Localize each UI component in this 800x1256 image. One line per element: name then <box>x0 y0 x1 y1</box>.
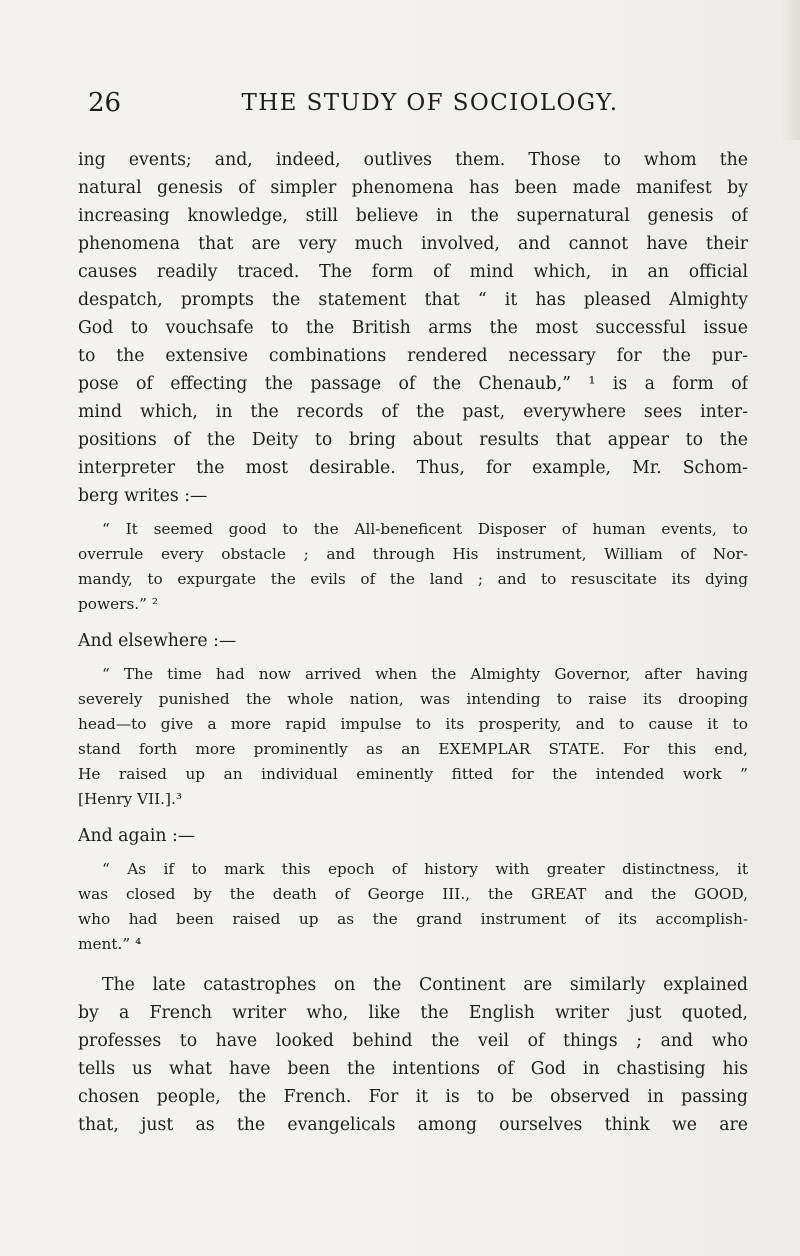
quote-line: stand forth more prominently as an EXEMPLAR STATE. For this end, <box>78 740 748 758</box>
text-line: chosen people, the French. For it is to be observed in passing <box>78 1087 748 1107</box>
quote-line: severely punished the whole nation, was intending to raise its drooping <box>78 690 748 708</box>
paragraph-intro <box>78 146 748 510</box>
spacer <box>78 812 748 822</box>
spacer <box>78 617 748 627</box>
paragraph-conclusion <box>78 971 748 1139</box>
running-head: THE STUDY OF SOCIOLOGY. <box>241 90 619 116</box>
page-header <box>60 88 740 128</box>
quote-line: “ As if to mark this epoch of history with greater distinctness, it <box>102 860 748 878</box>
text-line: The late catastrophes on the Continent are similarly explained <box>102 975 748 995</box>
page-number: 26 <box>88 88 122 118</box>
page-edge-shadow <box>778 0 800 140</box>
text-line: to the extensive combinations rendered necessary for the pur- <box>78 346 748 366</box>
quote-block-1 <box>78 517 748 617</box>
quote-block-2 <box>78 662 748 812</box>
quote-block-3 <box>78 857 748 957</box>
text-line: interpreter the most desirable. Thus, for example, Mr. Schom- <box>78 458 748 478</box>
quote-line: ment.” ⁴ <box>78 935 142 953</box>
quote-line: overrule every obstacle ; and through His instrument, William of Nor- <box>78 545 748 563</box>
text-line: by a French writer who, like the English writer just quoted, <box>78 1003 748 1023</box>
text-line: increasing knowledge, still believe in the supernatural genesis of <box>78 206 748 226</box>
text-line: God to vouchsafe to the British arms the most successful issue <box>78 318 748 338</box>
quote-line: “ It seemed good to the All-beneficent Disposer of human events, to <box>102 520 748 538</box>
text-line: natural genesis of simpler phenomena has been made manifest by <box>78 178 748 198</box>
text-line: causes readily traced. The form of mind which, in an official <box>78 262 748 282</box>
spacer <box>78 655 748 662</box>
text-line: mind which, in the records of the past, everywhere sees inter- <box>78 402 748 422</box>
quote-line: was closed by the death of George III., the GREAT and the GOOD, <box>78 885 748 903</box>
quote-line: who had been raised up as the grand instrument of its accomplish- <box>78 910 748 928</box>
quote-line: “ The time had now arrived when the Almighty Governor, after having <box>102 665 748 683</box>
quote-line: powers.” ² <box>78 595 158 613</box>
quote-line: [Henry VII.].³ <box>78 790 182 808</box>
text-line: tells us what have been the intentions of God in chastising his <box>78 1059 748 1079</box>
spacer <box>78 510 748 517</box>
text-line: that, just as the evangelicals among ourselves think we are <box>78 1115 748 1135</box>
page-body <box>78 146 748 1191</box>
text-line: phenomena that are very much involved, and cannot have their <box>78 234 748 254</box>
text-line: berg writes :— <box>78 486 208 506</box>
text-line: despatch, prompts the statement that “ it has pleased Almighty <box>78 290 748 310</box>
spacer <box>78 850 748 857</box>
text-line: pose of effecting the passage of the Chenaub,” ¹ is a form of <box>78 374 748 394</box>
text-line: professes to have looked behind the veil of things ; and who <box>78 1031 748 1051</box>
text-line: positions of the Deity to bring about results that appear to the <box>78 430 748 450</box>
quote-line: mandy, to expurgate the evils of the land ; and to resuscitate its dying <box>78 570 748 588</box>
text-line: ing events; and, indeed, outlives them. Those to whom the <box>78 150 748 170</box>
spacer <box>78 957 748 971</box>
quote-line: head—to give a more rapid impulse to its prosperity, and to cause it to <box>78 715 748 733</box>
quote-line: He raised up an individual eminently fitted for the intended work ” <box>78 765 748 783</box>
transition-line: And elsewhere :— <box>78 631 237 651</box>
transition-line: And again :— <box>78 826 196 846</box>
